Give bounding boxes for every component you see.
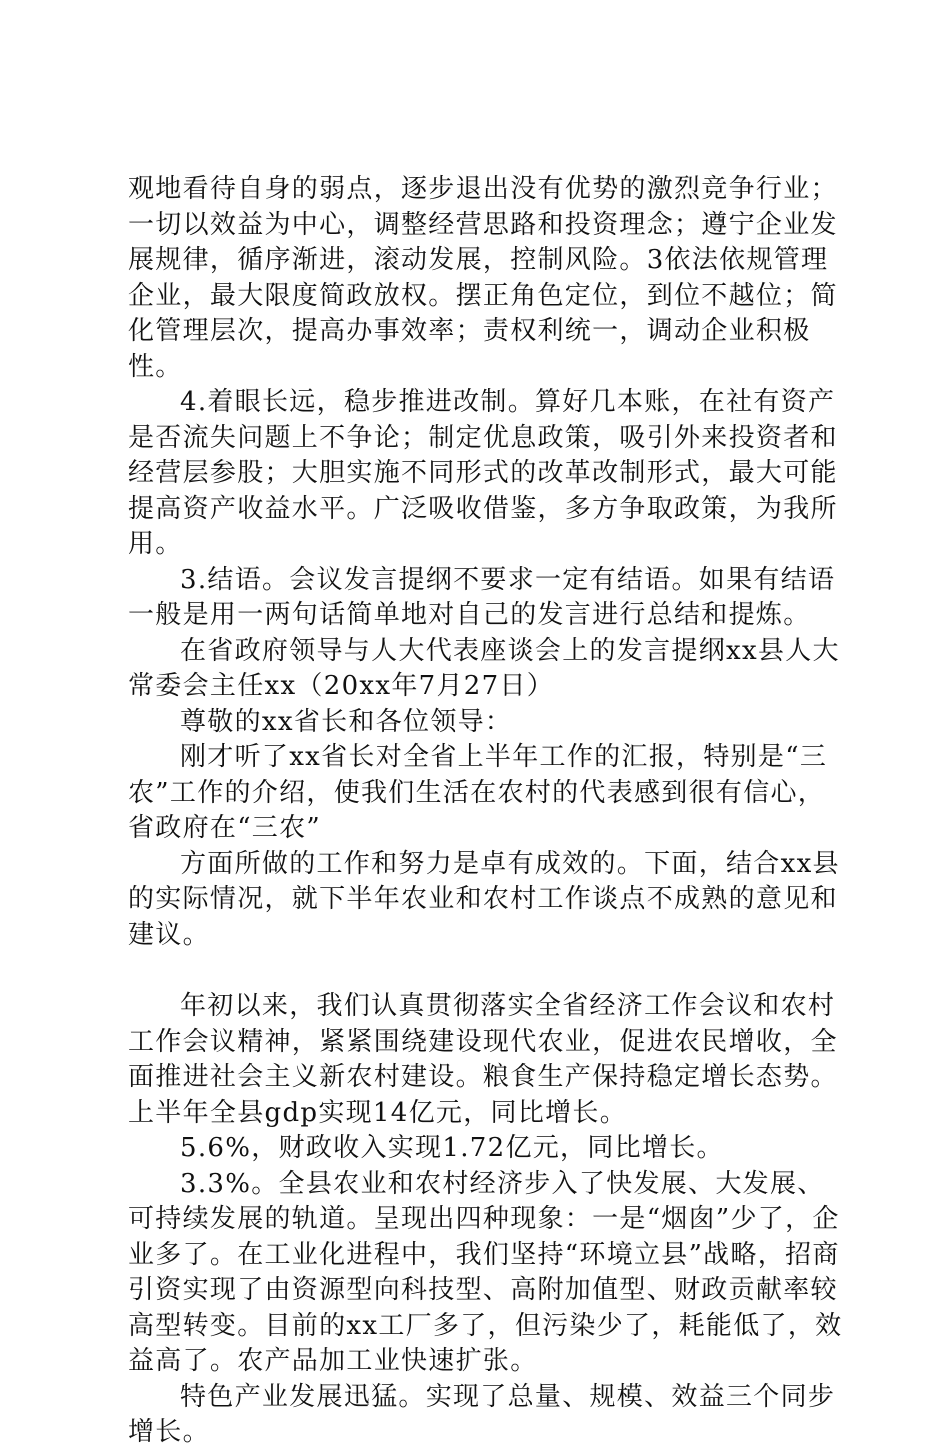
paragraph-opening-continued: 方面所做的工作和努力是卓有成效的。下面，结合xx县的实际情况，就下半年农业和农村工作谈点不成熟的意见和建议。 [128,848,840,950]
paragraph-opening: 刚才听了xx省长对全省上半年工作的汇报，特别是“三农”工作的介绍，使我们生活在农村的代表感到很有信心，省政府在“三农” [128,742,828,843]
paragraph-conclusion: 3.结语。会议发言提纲不要求一定有结语。如果有结语一般是用一两句话简单地对自己的发言进行总结和提炼。 [128,564,836,630]
paragraph-overview: 年初以来，我们认真贯彻落实全省经济工作会议和农村工作会议精神，紧紧围绕建设现代农业，促进农民增收，全面推进社会主义新农村建设。粮食生产保持稳定增长态势。上半年全县gdp实现14亿元，同比增长。 [128,991,838,1128]
document-body [128,172,848,1451]
paragraph-economy: 3.3%。全县农业和农村经济步入了快发展、大发展、可持续发展的轨道。呈现出四种现象：一是“烟囱”少了，企业多了。在工业化进程中，我们坚持“环境立县”战略，招商引资实现了由资源型向科技型、高附加值型、财政贡献率较高型转变。目前的xx工厂多了，但污染少了，耗能低了，效益高了。农产品加工业快速扩张。 [128,1168,843,1376]
paragraph-item-4: 4.着眼长远，稳步推进改制。算好几本账，在社有资产是否流失问题上不争论；制定优息政策，吸引外来投资者和经营层参股；大胆实施不同形式的改革改制形式，最大可能提高资产收益水平。广泛吸收借鉴，多方争取政策，为我所用。 [128,387,838,559]
paragraph-spacer [128,953,848,989]
paragraph-growth-figure: 5.6%，财政收入实现1.72亿元，同比增长。 [180,1133,724,1163]
paragraph-continuation: 观地看待自身的弱点，逐步退出没有优势的激烈竞争行业；一切以效益为中心，调整经营思路和投资理念；遵宁企业发展规律，循序渐进，滚动发展，控制风险。3依法依规管理企业，最大限度简政放权。摆正角色定位，到位不越位；简化管理层次，提高办事效率；责权利统一，调动企业积极性。 [128,174,838,382]
paragraph-speech-title: 在省政府领导与人大代表座谈会上的发言提纲xx县人大常委会主任xx（20xx年7月27日） [128,635,840,701]
paragraph-salutation: 尊敬的xx省长和各位领导： [180,706,513,737]
paragraph-industry: 特色产业发展迅猛。实现了总量、规模、效益三个同步增长。 [128,1381,836,1447]
